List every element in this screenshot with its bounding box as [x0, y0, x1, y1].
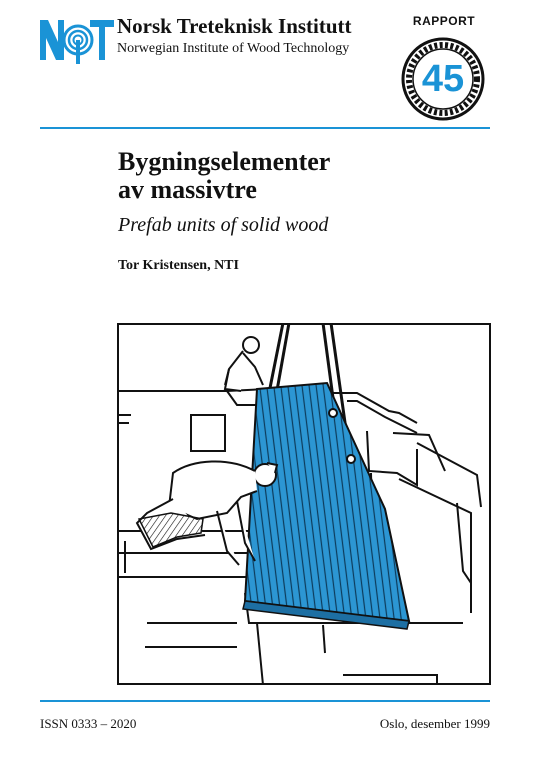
- report-number: 45: [421, 57, 465, 100]
- nti-logo-icon: [38, 16, 114, 66]
- place-date: Oslo, desember 1999: [379, 716, 490, 731]
- construction-illustration-icon: [117, 323, 491, 685]
- title-line-1: Bygningselementer: [118, 147, 331, 176]
- page-title: [118, 148, 330, 204]
- report-label: RAPPORT: [412, 14, 476, 28]
- title-line-2: av massivtre: [118, 175, 257, 204]
- author: Tor Kristensen, NTI: [118, 258, 239, 273]
- top-divider: [40, 127, 490, 129]
- page-subtitle: Prefab units of solid wood: [118, 214, 329, 236]
- bottom-divider: [40, 700, 490, 702]
- institute-subtitle: Norwegian Institute of Wood Technology: [117, 41, 350, 56]
- institute-name: Norsk Treteknisk Institutt: [117, 14, 352, 38]
- issn: ISSN 0333 – 2020: [40, 716, 137, 731]
